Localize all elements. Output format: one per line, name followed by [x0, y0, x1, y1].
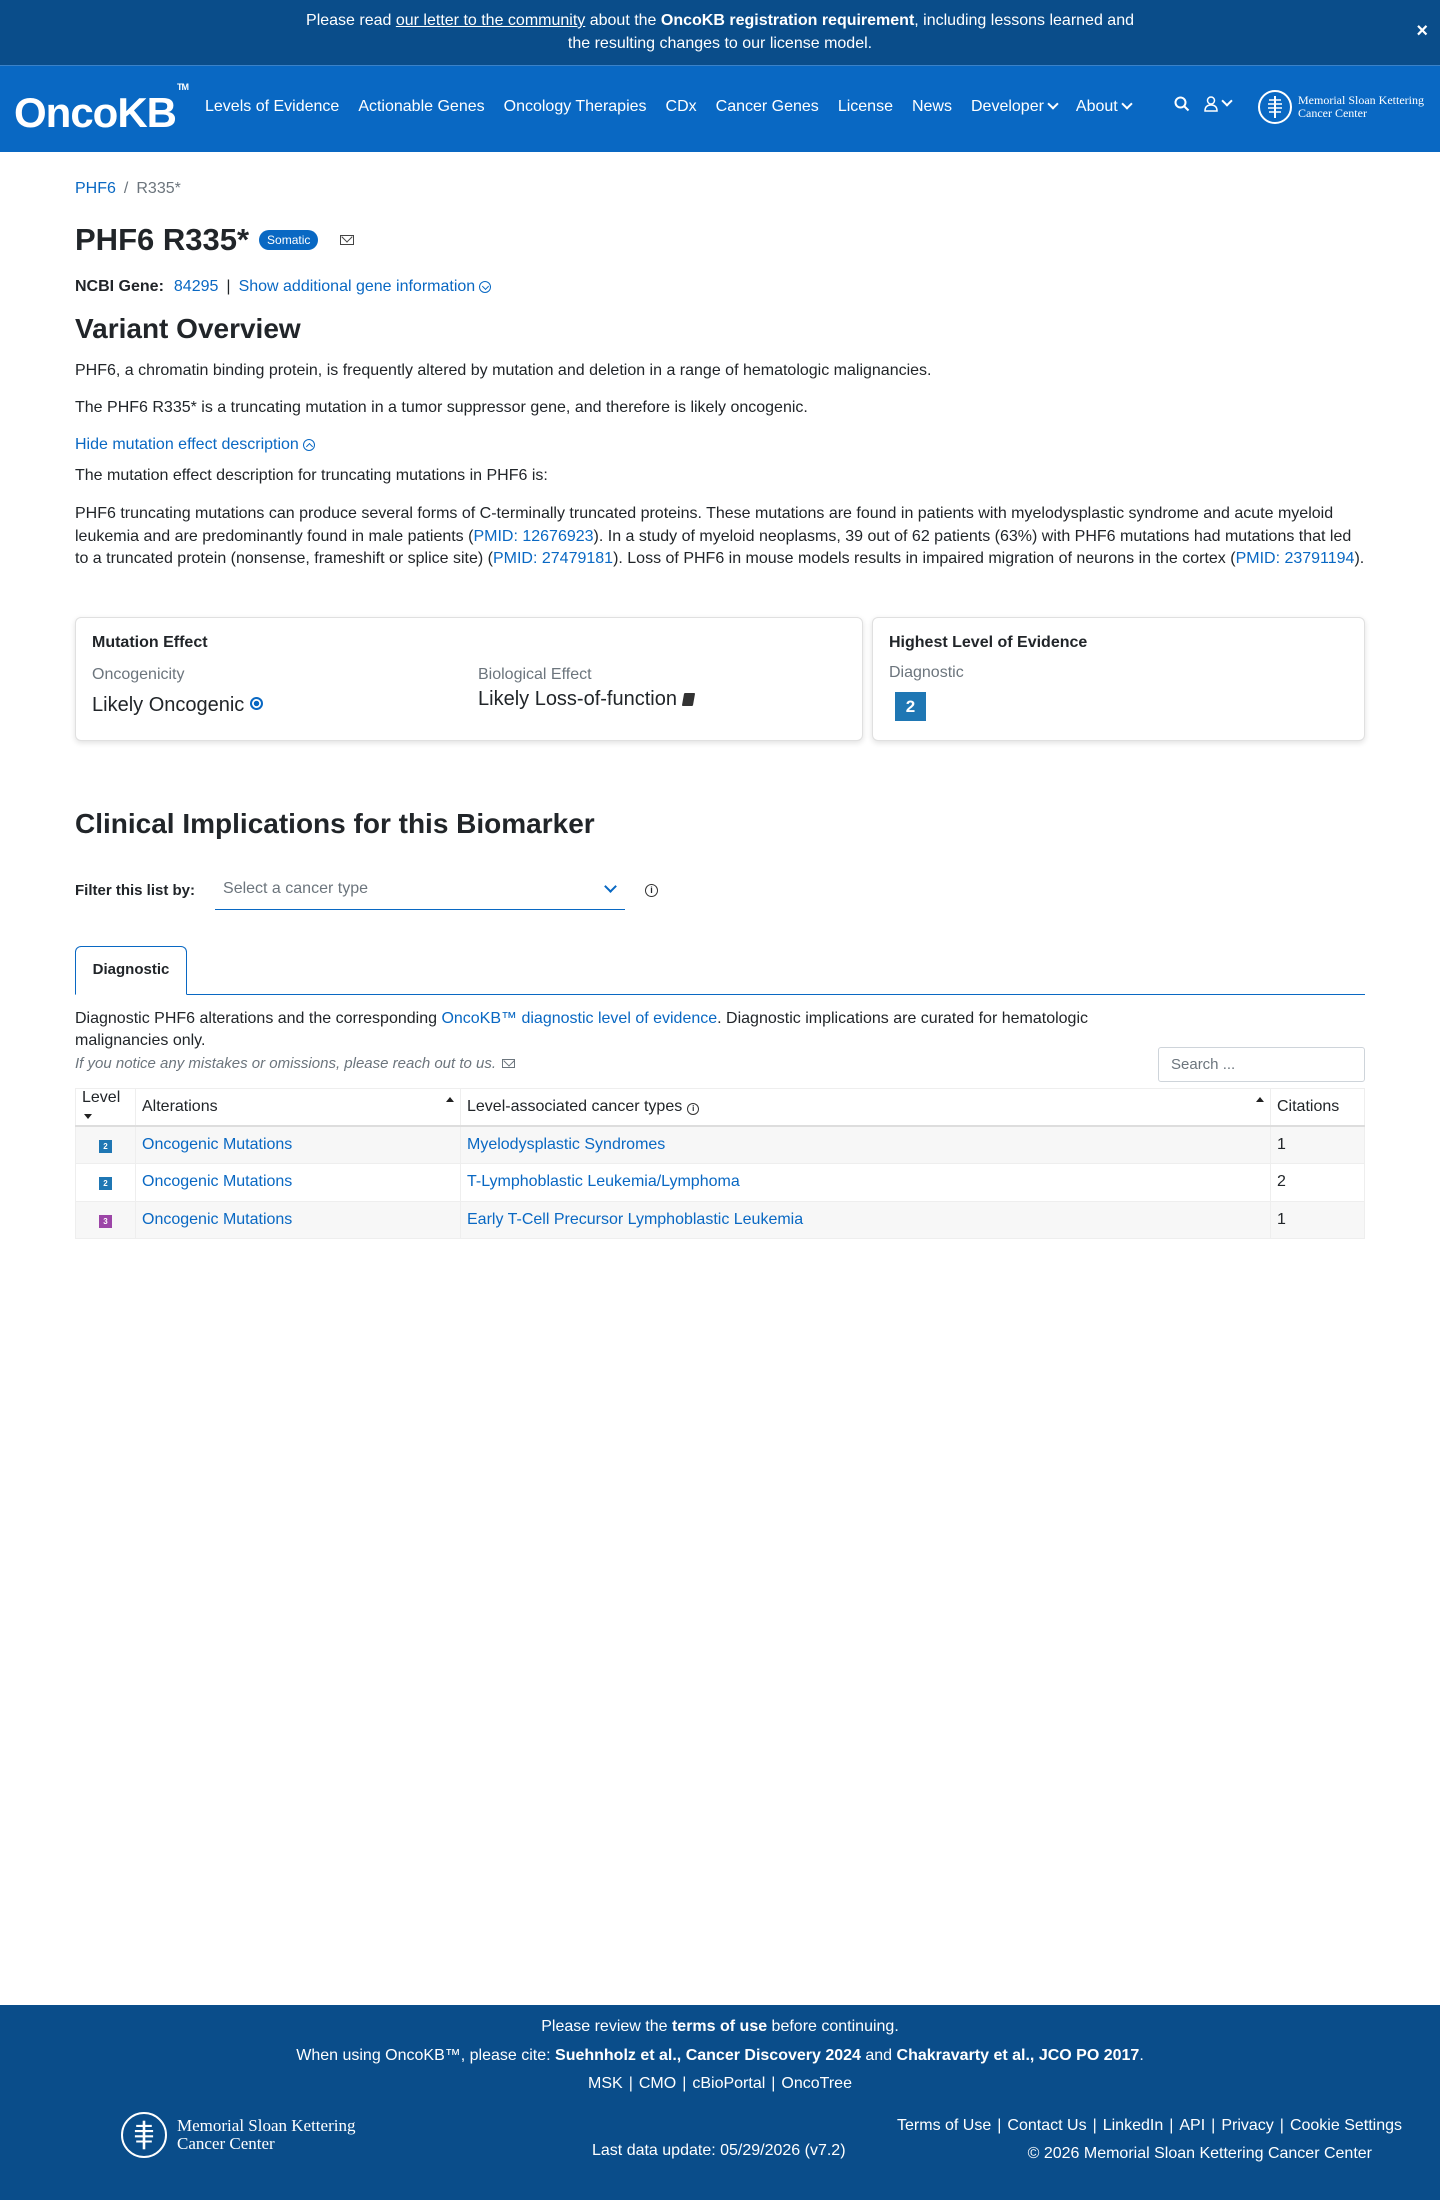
- cancer-type-filter: [75, 870, 1365, 910]
- info-icon[interactable]: i: [687, 1103, 699, 1115]
- alterations-column-header[interactable]: [136, 1089, 461, 1127]
- banner-text: about the: [585, 12, 661, 29]
- citations-cell[interactable]: 1: [1271, 1201, 1365, 1239]
- chevron-circle-up-icon: [303, 439, 315, 451]
- msk-emblem-icon: [121, 2112, 167, 2158]
- alteration-link[interactable]: Oncogenic Mutations: [142, 1136, 293, 1153]
- cancer-type-select[interactable]: [215, 870, 625, 910]
- select-placeholder: Select a cancer type: [223, 880, 368, 897]
- page-title: PHF6 R335*: [75, 222, 250, 257]
- alteration-cell: [136, 1201, 461, 1239]
- chevron-circle-down-icon: [479, 281, 491, 293]
- gene-summary: PHF6, a chromatin binding protein, is frequently altered by mutation and deletion in a range of hematologic malignancies.: [75, 362, 932, 379]
- navbar: [0, 65, 1440, 152]
- info-icon[interactable]: i: [645, 884, 658, 897]
- filter-label: Filter this list by:: [75, 881, 196, 899]
- nav-developer-dropdown[interactable]: [971, 98, 1057, 116]
- footer-link-privacy[interactable]: Privacy: [1221, 2117, 1274, 2134]
- citation-link[interactable]: Chakravarty et al., JCO PO 2017: [896, 2047, 1140, 2064]
- citations-column-header[interactable]: [1271, 1089, 1365, 1127]
- letter-link[interactable]: our letter to the community: [395, 12, 586, 29]
- pmid-link[interactable]: PMID: 27479181: [492, 550, 614, 567]
- level-badge[interactable]: 2: [99, 1177, 112, 1190]
- banner-bold: OncoKB registration requirement: [660, 12, 915, 29]
- alteration-link[interactable]: Oncogenic Mutations: [142, 1173, 293, 1191]
- footer-link-linkedin[interactable]: LinkedIn: [1102, 2117, 1164, 2134]
- nav-news[interactable]: News: [911, 98, 952, 115]
- msk-logo[interactable]: [1258, 90, 1424, 124]
- ncbi-label: NCBI Gene:: [75, 278, 164, 295]
- logo-text: OncoKB: [14, 89, 176, 136]
- table-header-row: [76, 1089, 1365, 1127]
- feedback-text: If you notice any mistakes or omissions, please reach out to us.: [75, 1055, 497, 1072]
- toggle-label: Hide mutation effect description: [75, 436, 299, 453]
- envelope-icon[interactable]: [502, 1059, 515, 1068]
- footer-link-contact[interactable]: Contact Us: [1007, 2117, 1087, 2134]
- footer-text: and: [860, 2047, 897, 2064]
- banner-text: Please read: [306, 12, 396, 29]
- msk-name: Cancer Center: [177, 2134, 275, 2153]
- ncbi-gene-row: [75, 278, 1365, 296]
- highest-level-card: [872, 617, 1365, 741]
- logo-tm: TM: [177, 82, 188, 92]
- header-label: Level: [82, 1089, 121, 1106]
- variant-summary: The PHF6 R335* is a truncating mutation in a tumor suppressor gene, and therefore is likely oncogenic.: [75, 399, 808, 416]
- oncogenic-icon: [250, 697, 263, 710]
- table-row: [76, 1126, 1365, 1164]
- nav-actionable-genes[interactable]: Actionable Genes: [358, 98, 485, 115]
- alteration-cell: [136, 1164, 461, 1202]
- msk-emblem-icon: [1258, 90, 1292, 124]
- biological-effect-label: Biological Effect: [478, 666, 592, 683]
- card-title: Mutation Effect: [92, 634, 208, 651]
- nav-menu: [205, 98, 1131, 116]
- ncbi-gene-link[interactable]: 84295: [173, 278, 219, 295]
- header-label: Level-associated cancer types: [467, 1098, 683, 1115]
- partner-link-cbioportal[interactable]: cBioPortal: [692, 2075, 766, 2092]
- oncogenicity-value: [92, 694, 263, 717]
- level-2-badge[interactable]: 2: [895, 692, 926, 721]
- header-label: Citations: [1277, 1098, 1340, 1115]
- level-badge[interactable]: 3: [99, 1215, 112, 1228]
- close-banner-button[interactable]: ×: [1416, 20, 1428, 42]
- oncogenicity-block: [92, 666, 263, 717]
- pmid-link[interactable]: PMID: 23791194: [1235, 550, 1355, 567]
- level-badge[interactable]: 2: [99, 1140, 112, 1153]
- cancer-type-cell: [461, 1126, 1271, 1164]
- msk-name: Memorial Sloan Kettering: [177, 2116, 356, 2135]
- clinical-implications-title: Clinical Implications for this Biomarker: [75, 808, 595, 839]
- msk-footer-logo[interactable]: [121, 2112, 355, 2158]
- mutation-effect-card: [75, 617, 863, 741]
- partner-link-msk[interactable]: MSK: [588, 2075, 623, 2092]
- nav-developer-label: Developer: [970, 98, 1044, 115]
- breadcrumb-gene-link[interactable]: PHF6: [75, 180, 116, 197]
- footer: [0, 2005, 1440, 2200]
- nav-cancer-genes[interactable]: Cancer Genes: [715, 98, 819, 115]
- page-header: [75, 222, 1365, 258]
- implications-table: [75, 1088, 1365, 1239]
- separator: |: [226, 278, 231, 295]
- breadcrumb-separator: /: [123, 180, 129, 197]
- pmid-link[interactable]: PMID: 12676923: [473, 527, 594, 545]
- description-text: ). Loss of PHF6 in mouse models results in impaired migration of neurons in the cortex (: [613, 550, 1236, 567]
- table-row: [76, 1164, 1365, 1202]
- diagnostic-description: [75, 1008, 1095, 1052]
- footer-text: When using OncoKB™, please cite:: [296, 2047, 556, 2064]
- chevron-down-icon: [1221, 95, 1232, 106]
- footer-link-terms[interactable]: Terms of Use: [897, 2117, 992, 2134]
- table-row: [76, 1201, 1365, 1239]
- footer-link-api[interactable]: API: [1179, 2117, 1206, 2134]
- somatic-badge: Somatic: [259, 230, 318, 250]
- terms-notice: [0, 2018, 1440, 2036]
- breadcrumb: [75, 180, 1365, 198]
- biological-effect-value: [478, 688, 694, 711]
- description-text: PHF6 truncating mutations can produce several forms of C-terminally truncated proteins. These mutations are found in patients with myelodysplastic syndrome and acute myeloid leukemia and are predominantly found in male patients (: [75, 505, 1334, 545]
- copyright: © 2026 Memorial Sloan Kettering Cancer Center: [1027, 2145, 1372, 2162]
- biological-effect-block: [478, 666, 694, 711]
- level-cell: [76, 1201, 136, 1239]
- sort-asc-icon: [1256, 1097, 1264, 1102]
- oncogenicity-label: Oncogenicity: [92, 666, 185, 683]
- highest-level-label: Diagnostic: [889, 664, 964, 681]
- chevron-down-icon: [1121, 98, 1132, 109]
- biological-effect-text: Likely Loss-of-function: [478, 688, 677, 710]
- cancer-type-link[interactable]: Myelodysplastic Syndromes: [467, 1136, 666, 1153]
- chevron-down-icon: [604, 880, 617, 893]
- footer-text: .: [1139, 2047, 1144, 2064]
- description-text: ).: [1354, 550, 1365, 567]
- tab-diagnostic[interactable]: Diagnostic: [75, 946, 187, 995]
- cancer-type-link[interactable]: T-Lymphoblastic Leukemia/Lymphoma: [467, 1173, 740, 1191]
- citation-notice: [0, 2047, 1440, 2065]
- level-cell: [76, 1164, 136, 1202]
- oncogenicity-text: Likely Oncogenic: [92, 694, 245, 716]
- cancer-types-column-header[interactable]: [461, 1089, 1271, 1127]
- sort-desc-icon: [84, 1114, 92, 1119]
- level-cell: [76, 1126, 136, 1164]
- description-text: . Diagnostic implications are curated for hematologic malignancies only.: [75, 1010, 1088, 1049]
- nav-about-dropdown[interactable]: [1076, 98, 1131, 116]
- breadcrumb-current: R335*: [136, 180, 181, 197]
- table-search-input[interactable]: [1158, 1047, 1365, 1082]
- alteration-cell: [136, 1126, 461, 1164]
- nav-license[interactable]: License: [837, 98, 893, 115]
- mutation-effect-intro: The mutation effect description for truncating mutations in PHF6 is:: [75, 467, 548, 484]
- msk-name: Memorial Sloan Kettering: [1298, 93, 1424, 107]
- nav-about-label: About: [1075, 98, 1118, 115]
- partner-link-cmo[interactable]: CMO: [638, 2075, 677, 2092]
- footer-links: Terms of Use | Contact Us | LinkedIn | API | Privacy | Cookie Settings: [897, 2117, 1402, 2134]
- citations-cell[interactable]: 2: [1271, 1164, 1365, 1202]
- variant-overview-title: Variant Overview: [75, 313, 301, 344]
- citation-link[interactable]: Suehnholz et al., Cancer Discovery 2024: [555, 2047, 861, 2064]
- nav-cdx[interactable]: CDx: [665, 98, 697, 115]
- partner-link-oncotree[interactable]: OncoTree: [781, 2075, 852, 2092]
- cancer-type-link[interactable]: Early T-Cell Precursor Lymphoblastic Leukemia: [467, 1210, 804, 1228]
- diagnostic-level-link[interactable]: OncoKB™ diagnostic level of evidence: [441, 1010, 718, 1027]
- nav-oncology-therapies[interactable]: Oncology Therapies: [503, 98, 647, 115]
- envelope-icon[interactable]: [340, 235, 354, 245]
- cancer-type-cell: [461, 1164, 1271, 1202]
- level-column-header[interactable]: [76, 1089, 136, 1127]
- header-label: Alterations: [142, 1098, 218, 1115]
- msk-name: Cancer Center: [1298, 106, 1367, 120]
- footer-text: before continuing.: [767, 2018, 899, 2035]
- nav-icons: [1174, 96, 1231, 112]
- terms-link[interactable]: terms of use: [671, 2018, 768, 2035]
- description-text: ). In a study of myeloid neoplasms, 39 out of 62 patients (63%) with PHF6 mutations had mutations that led to a truncated protein (nonsense, frameshift or splice site) (: [75, 527, 1352, 567]
- nav-levels-of-evidence[interactable]: Levels of Evidence: [205, 98, 340, 115]
- footer-link-cookie-settings[interactable]: Cookie Settings: [1289, 2117, 1402, 2134]
- oncokb-logo[interactable]: [14, 82, 188, 136]
- partner-links: MSK | CMO | cBioPortal | OncoTree: [588, 2075, 852, 2092]
- hide-description-toggle[interactable]: [75, 436, 1365, 454]
- show-gene-info-link[interactable]: [239, 278, 492, 295]
- sort-asc-icon: [446, 1097, 454, 1102]
- evidence-tabs: [75, 947, 1365, 995]
- book-icon: [681, 693, 694, 706]
- citations-cell[interactable]: 1: [1271, 1126, 1365, 1164]
- user-menu[interactable]: [1204, 96, 1231, 112]
- description-text: Diagnostic PHF6 alterations and the corresponding: [75, 1010, 442, 1027]
- alteration-link[interactable]: Oncogenic Mutations: [142, 1210, 293, 1228]
- banner-text: , including lessons learned and: [914, 12, 1134, 29]
- user-icon: [1204, 96, 1218, 112]
- show-gene-info-label: Show additional gene information: [238, 278, 476, 295]
- chevron-down-icon: [1047, 98, 1058, 109]
- card-title: Highest Level of Evidence: [889, 634, 1088, 651]
- cancer-type-cell: [461, 1201, 1271, 1239]
- search-icon[interactable]: [1174, 96, 1190, 112]
- search-placeholder: Search ...: [1171, 1056, 1236, 1073]
- mutation-effect-description: [75, 503, 1365, 571]
- announcement-banner: [0, 0, 1440, 65]
- footer-text: Please review the: [541, 2018, 672, 2035]
- banner-line2: the resulting changes to our license model.: [567, 35, 873, 52]
- last-data-update: Last data update: 05/29/2026 (v7.2): [592, 2142, 846, 2159]
